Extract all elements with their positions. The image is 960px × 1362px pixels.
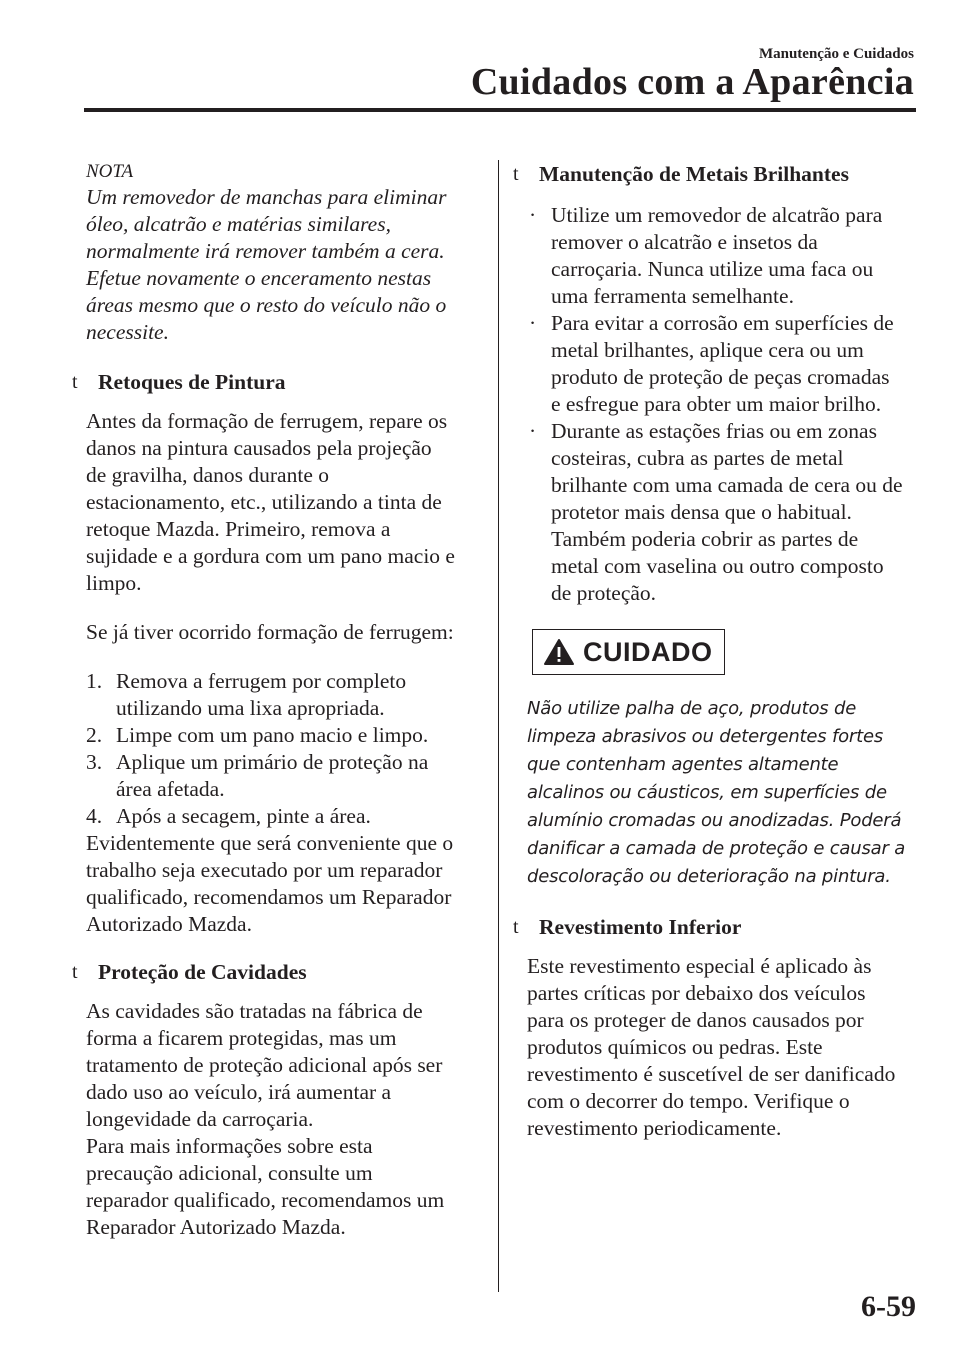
note-line: necessite. [86,320,169,344]
paragraph [86,408,470,597]
bullet-dot: · [529,203,537,227]
caution-box [532,629,725,675]
text-line: para os proteger de danos causados por [527,1008,864,1032]
text-line: partes críticas por debaixo dos veículos [527,981,866,1005]
text-line: dado uso ao veículo, irá aumentar a [86,1080,392,1104]
section-marker-icon: t [72,961,78,983]
page-number: 6-59 [861,1290,916,1323]
text-line: de gravilha, danos durante o [86,463,329,487]
list-item [86,668,470,722]
running-header-section: Manutenção e Cuidados [758,46,914,62]
caution-text [527,695,920,891]
list-number: 2. [86,723,103,747]
text-line: remover o alcatrão e insetos da [551,230,818,254]
text-line: qualificado, recomendamos um Reparador [86,885,452,909]
text-line: Evidentemente que será conveniente que o [86,831,454,855]
list-item [86,803,470,830]
section-title: Retoques de Pintura [98,370,286,394]
text-line: Se já tiver ocorrido formação de ferrugem: [86,620,454,644]
header-rule [84,108,916,112]
column-divider [498,160,499,1292]
text-line: danificar a camada de proteção e causar a [527,838,906,859]
note-line: óleo, alcatrão e matérias similares, [86,212,391,236]
section-marker-icon: t [72,371,78,393]
text-line: reparador qualificado, recomendamos um [86,1188,445,1212]
text-line: revestimento periodicamente. [527,1116,782,1140]
text-line: área afetada. [116,777,225,801]
text-line: forma a ficarem protegidas, mas um [86,1026,397,1050]
text-line: uma ferramenta semelhante. [551,284,794,308]
text-line: Durante as estações frias ou em zonas [551,419,877,443]
text-line: Este revestimento especial é aplicado às [527,954,872,978]
text-line: metal com vaselina ou outro composto [551,554,884,578]
text-line: Antes da formação de ferrugem, repare os [86,409,448,433]
list-item [527,418,920,607]
text-line: e esfregue para obter um maior brilho. [551,392,882,416]
text-line: Remova a ferrugem por completo [116,669,407,693]
text-line: trabalho seja executado por um reparador [86,858,443,882]
section-title: Proteção de Cavidades [98,960,307,984]
text-line: retoque Mazda. Primeiro, remova a [86,517,391,541]
text-line: limpo. [86,571,142,595]
note-line: normalmente irá remover também a cera. [86,239,445,263]
text-line: estacionamento, etc., utilizando a tinta de [86,490,442,514]
bullet-list [527,202,920,607]
text-line: com o decorrer do tempo. Verifique o [527,1089,850,1113]
text-line: costeiras, cubra as partes de metal [551,446,844,470]
section-heading-metais [513,160,920,188]
note-line: Um removedor de manchas para eliminar [86,185,447,209]
right-column [513,160,920,1142]
text-line: Para evitar a corrosão em superfícies de [551,311,894,335]
text-line: metal brilhantes, aplique cera ou um [551,338,864,362]
text-line: longevidade da carroçaria. [86,1107,314,1131]
text-line: carroçaria. Nunca utilize uma faca ou [551,257,874,281]
note-line: Efetue novamente o enceramento nestas [86,266,432,290]
page-title: Cuidados com a Aparência [470,61,914,103]
section-marker-icon: t [513,163,519,185]
text-line: Reparador Autorizado Mazda. [86,1215,346,1239]
text-line: de proteção. [551,581,657,605]
text-line: produtos químicos ou pedras. Este [527,1035,823,1059]
list-item [86,722,470,749]
text-line: Limpe com um pano macio e limpo. [116,723,429,747]
text-line: produto de proteção de peças cromadas [551,365,890,389]
paragraph [86,830,470,938]
text-line: alcalinos ou cáusticos, em superfícies de [527,782,887,803]
text-line: Para mais informações sobre esta [86,1134,373,1158]
note-block [86,160,470,346]
text-line: alumínio cromadas ou anodizadas. Poderá [527,810,902,831]
list-item [86,749,470,803]
text-line: Após a secagem, pinte a área. [116,804,371,828]
text-line: Aplique um primário de proteção na [116,750,429,774]
section-marker-icon: t [513,916,519,938]
text-line: precaução adicional, consulte um [86,1161,373,1185]
section-title: Manutenção de Metais Brilhantes [539,162,849,186]
section-heading-retoques [72,368,470,396]
text-line: Autorizado Mazda. [86,912,252,936]
list-number: 4. [86,804,103,828]
caution-label: CUIDADO [583,636,713,667]
section-heading-cavidades [72,958,470,986]
text-line: Também poderia cobrir as partes de [551,527,859,551]
note-heading: NOTA [86,161,134,182]
section-title: Revestimento Inferior [539,915,742,939]
text-line: sujidade e a gordura com um pano macio e [86,544,455,568]
list-item [527,310,920,418]
text-line: As cavidades são tratadas na fábrica de [86,999,423,1023]
list-item [527,202,920,310]
text-line: tratamento de proteção adicional após ser [86,1053,443,1077]
text-line: danos na pintura causados pela projeção [86,436,432,460]
text-line: que contenham agentes altamente [527,754,839,775]
text-line: revestimento é suscetível de ser danificado [527,1062,896,1086]
text-line: Utilize um removedor de alcatrão para [551,203,883,227]
warning-icon [543,638,575,666]
text-line: utilizando uma lixa apropriada. [116,696,385,720]
paragraph [86,998,470,1241]
text-line: limpeza abrasivos ou detergentes fortes [527,726,884,747]
text-line: Não utilize palha de aço, produtos de [527,698,857,719]
list-number: 3. [86,750,103,774]
list-number: 1. [86,669,103,693]
text-line: brilhante com uma camada de cera ou de [551,473,903,497]
bullet-dot: · [529,419,537,443]
note-line: áreas mesmo que o resto do veículo não o [86,293,447,317]
section-heading-revestimento [513,913,920,941]
bullet-dot: · [529,311,537,335]
left-column [72,160,470,1241]
text-line: descoloração ou deterioração na pintura. [527,866,891,887]
text-line: protetor mais densa que o habitual. [551,500,852,524]
paragraph [527,953,920,1142]
numbered-list [86,668,470,830]
